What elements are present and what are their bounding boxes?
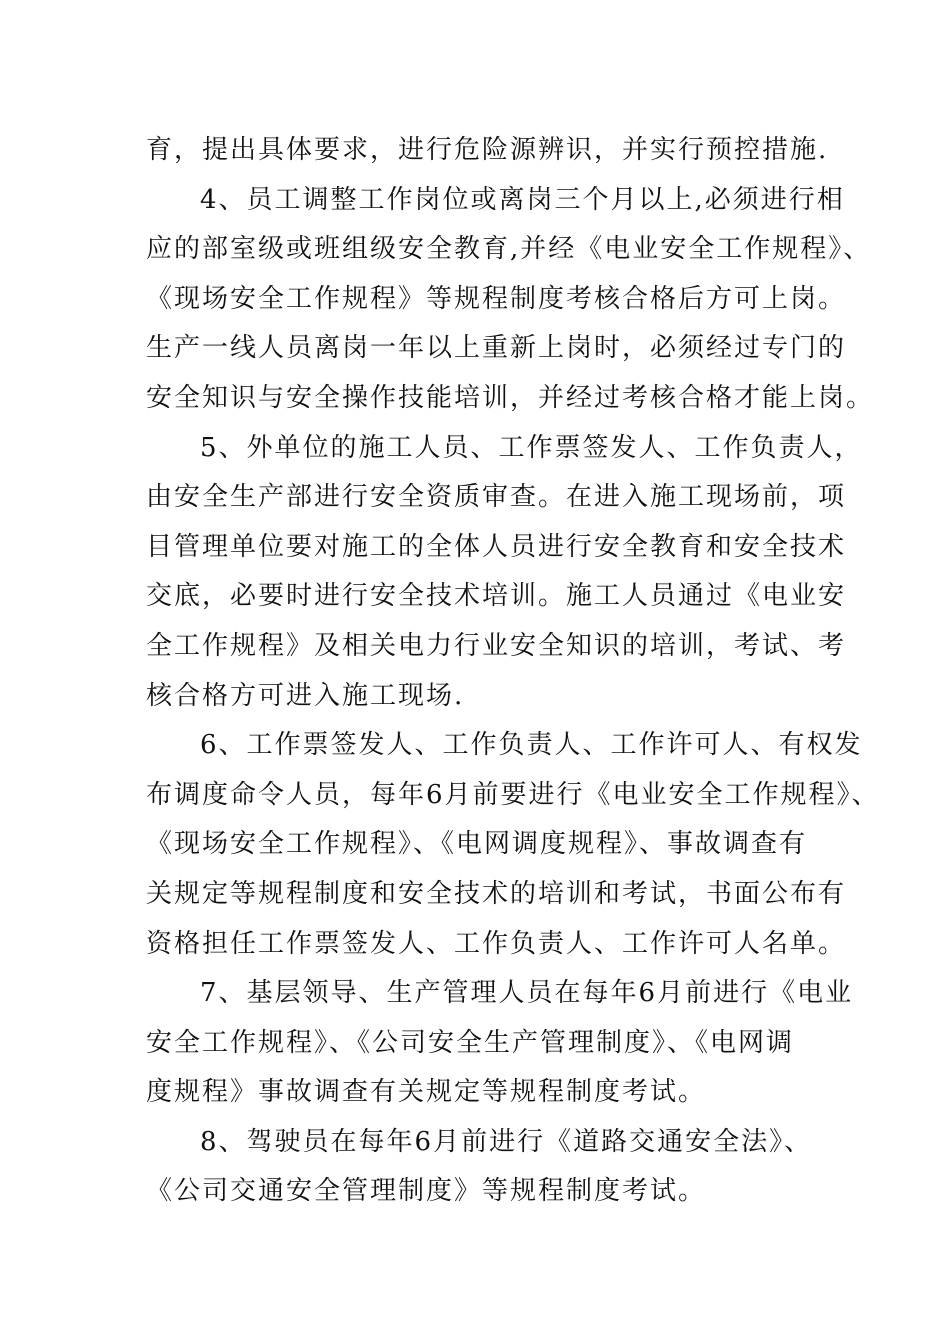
text-line: 关规定等规程制度和安全技术的培训和考试，书面公布有	[146, 878, 847, 909]
text-line: 生产一线人员离岗一年以上重新上岗时，必须经过专门的	[146, 333, 847, 364]
text-line: 核合格方可进入施工现场.	[146, 680, 465, 711]
text-line: 由安全生产部进行安全资质审查。在进入施工现场前，项	[146, 482, 847, 513]
text-line: 目管理单位要对施工的全体人员进行安全教育和安全技术	[146, 531, 847, 562]
text-line: 交底，必要时进行安全技术培训。施工人员通过《电业安	[146, 581, 847, 612]
text-line: 育，提出具体要求，进行危险源辨识，并实行预控措施.	[146, 135, 829, 165]
document-body	[146, 126, 880, 1217]
text-line: 安全知识与安全操作技能培训，并经过考核合格才能上岗。	[146, 382, 875, 413]
text-line: 《现场安全工作规程》等规程制度考核合格后方可上岗。	[146, 283, 847, 314]
text-line: 6、工作票签发人、工作负责人、工作许可人、有权发	[200, 730, 863, 761]
text-line: 安全工作规程》、《公司安全生产管理制度》、《电网调	[146, 1027, 795, 1058]
text-line: 7、基层领导、生产管理人员在每年6月前进行《电业	[200, 978, 854, 1009]
text-line: 4、员工调整工作岗位或离岗三个月以上,必须进行相	[200, 184, 845, 215]
text-line: 《公司交通安全管理制度》等规程制度考试。	[146, 1176, 707, 1207]
text-line: 5、外单位的施工人员、工作票签发人、工作负责人，	[200, 432, 863, 463]
text-line: 8、驾驶员在每年6月前进行《道路交通安全法》、	[200, 1126, 813, 1157]
text-line: 《现场安全工作规程》、《电网调度规程》、事故调查有	[146, 829, 808, 860]
text-line: 应的部室级或班组级安全教育,并经《电业安全工作规程》、	[146, 234, 872, 265]
text-line: 度规程》事故调查有关规定等规程制度考试。	[146, 1077, 707, 1108]
text-line: 全工作规程》及相关电力行业安全知识的培训，考试、考	[146, 630, 847, 661]
text-line: 资格担任工作票签发人、工作负责人、工作许可人名单。	[146, 928, 847, 959]
text-line: 布调度命令人员，每年6月前要进行《电业安全工作规程》、	[146, 779, 880, 810]
